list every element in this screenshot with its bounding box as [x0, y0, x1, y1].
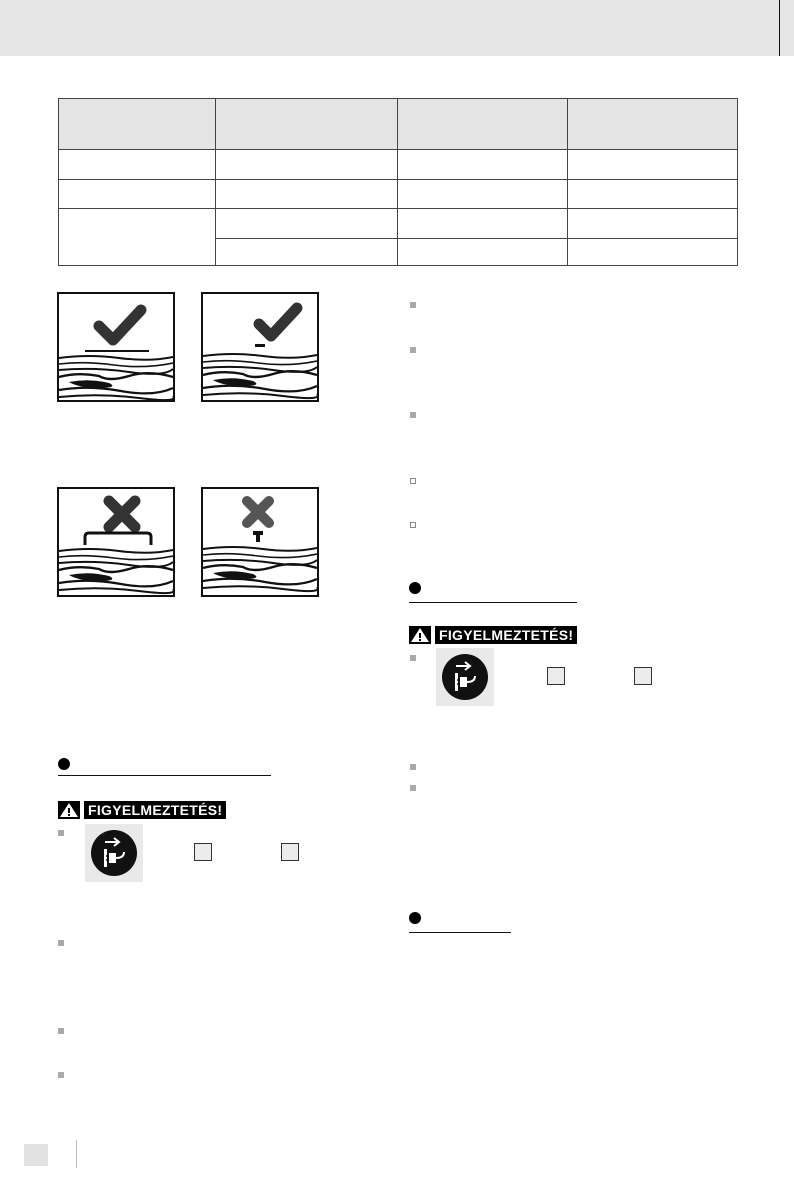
reference-box [547, 667, 565, 685]
section-marker [409, 912, 421, 924]
check-mark-icon [259, 308, 297, 336]
contact-tip [255, 344, 265, 347]
list-bullet-open [410, 522, 416, 528]
page-header-band [0, 0, 794, 56]
table-row-divider [59, 179, 737, 180]
table-col-divider [397, 99, 398, 265]
reference-box [634, 667, 652, 685]
footer-divider [76, 1140, 77, 1168]
list-bullet [410, 764, 416, 770]
list-bullet [58, 830, 64, 836]
crop-mark [779, 0, 780, 56]
section-underline [409, 602, 577, 603]
reference-box [194, 843, 212, 861]
reference-box [281, 843, 299, 861]
figure-wrong-raised-base [57, 487, 175, 597]
tip-stem [256, 534, 260, 542]
list-bullet [58, 1028, 64, 1034]
unplug-mains-icon [436, 648, 494, 706]
list-bullet [410, 655, 416, 661]
figure-correct-small-tip [201, 292, 319, 402]
section-marker [409, 582, 421, 594]
table-col-divider [215, 99, 216, 265]
check-mark-icon [99, 310, 141, 340]
data-table [58, 98, 738, 266]
figure-wrong-pointed-tip [201, 487, 319, 597]
list-bullet [410, 412, 416, 418]
section-underline [409, 932, 511, 933]
warning-triangle-icon [58, 801, 80, 819]
list-bullet [58, 940, 64, 946]
warning-label: FIGYELMEZTETÉS! [435, 626, 577, 644]
figure-correct-flat-mount [57, 292, 175, 402]
list-bullet-open [410, 478, 416, 484]
table-row-divider [59, 208, 737, 209]
table-col-divider [567, 99, 568, 265]
warning-triangle-icon [409, 626, 431, 644]
list-bullet [410, 347, 416, 353]
warning-label: FIGYELMEZTETÉS! [84, 801, 226, 819]
table-header-row [59, 99, 737, 150]
section-underline [58, 775, 271, 776]
cross-mark-icon [109, 501, 135, 527]
list-bullet [410, 785, 416, 791]
list-bullet [410, 302, 416, 308]
section-marker [58, 758, 70, 770]
page-number-box [24, 1144, 48, 1166]
table-row-divider [215, 238, 737, 239]
cross-mark-icon [247, 501, 269, 523]
list-bullet [58, 1072, 64, 1078]
unplug-mains-icon [85, 824, 143, 882]
